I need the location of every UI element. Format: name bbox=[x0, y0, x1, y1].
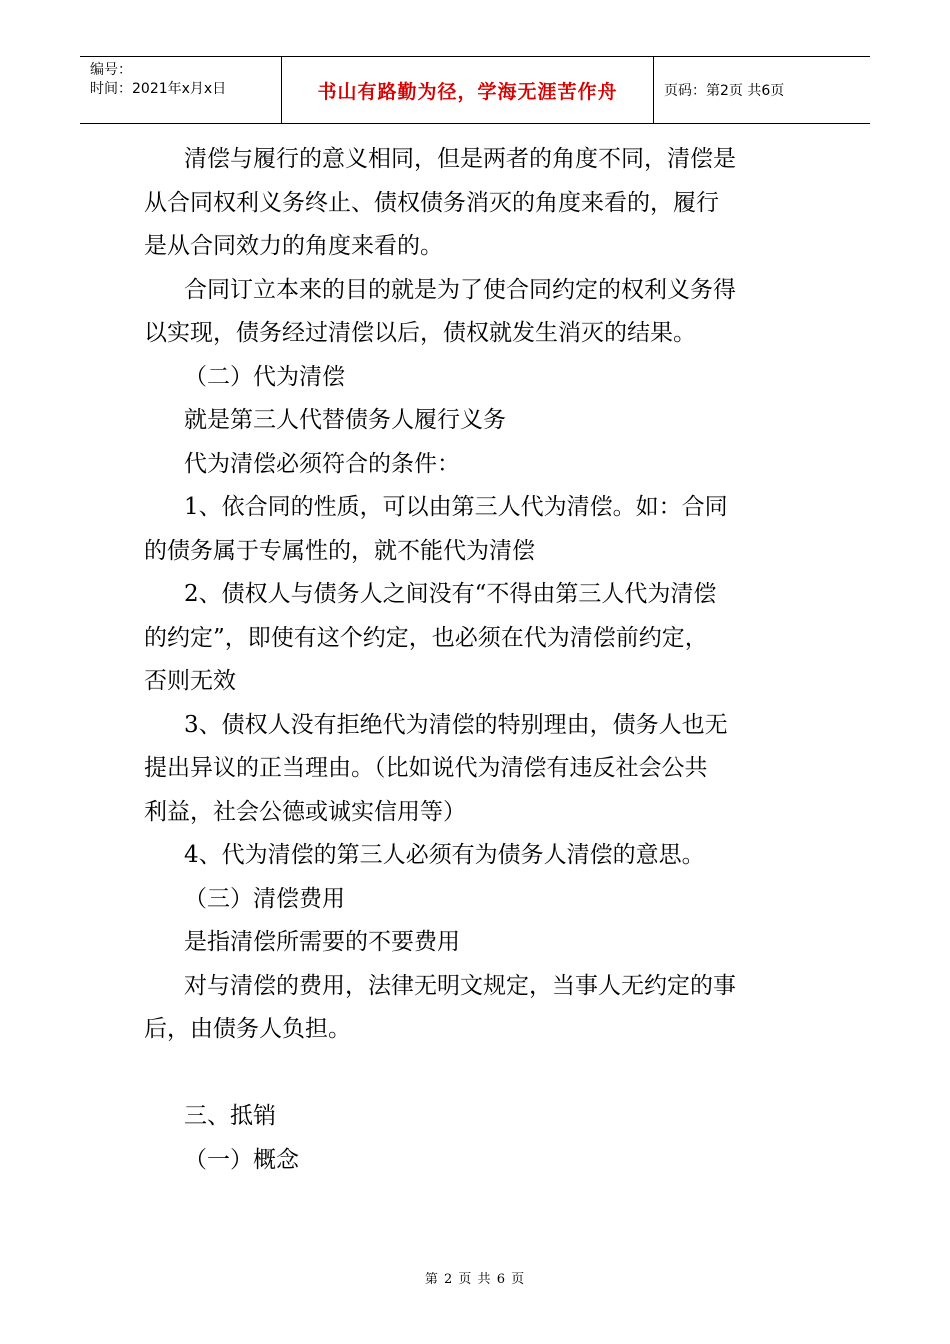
paragraph-line: 以实现，债务经过清偿以后，债权就发生消灭的结果。 bbox=[144, 320, 696, 346]
list-item-line: 1、依合同的性质，可以由第三人代为清偿。如：合同 bbox=[184, 494, 728, 520]
paragraph-line: 清偿与履行的意义相同，但是两者的角度不同，清偿是 bbox=[184, 146, 736, 172]
section-heading: （三）清偿费用 bbox=[184, 885, 345, 912]
paragraph-line: 后，由债务人负担。 bbox=[144, 1016, 351, 1042]
document-body bbox=[144, 138, 814, 1182]
page-footer: 第 2 页 共 6 页 bbox=[424, 1272, 526, 1287]
paragraph-line: 是指清偿所需要的不要费用 bbox=[184, 929, 460, 955]
header-meta bbox=[80, 57, 282, 123]
section-heading: （二）代为清偿 bbox=[184, 363, 345, 390]
header-page-label: 页码：第2页 共6页 bbox=[664, 83, 785, 99]
paragraph-line: 从合同权利义务终止、债权债务消灭的角度来看的，履行 bbox=[144, 189, 719, 216]
list-item-line: 3、债权人没有拒绝代为清偿的特别理由，债务人也无 bbox=[184, 711, 728, 738]
paragraph-line: 是从合同效力的角度来看的。 bbox=[144, 233, 443, 259]
paragraph-line: 就是第三人代替债务人履行义务 bbox=[184, 407, 506, 433]
chapter-heading: 三、抵销 bbox=[184, 1103, 276, 1129]
list-item-line: 利益，社会公德或诚实信用等） bbox=[144, 798, 466, 825]
list-item-line: 的约定”，即使有这个约定，也必须在代为清偿前约定， bbox=[144, 624, 708, 651]
document-time-label: 时间：2021年x月x日 bbox=[90, 81, 227, 97]
document-number-label: 编号： bbox=[90, 62, 132, 78]
list-item-line: 的债务属于专属性的，就不能代为清偿 bbox=[144, 537, 535, 564]
document-header bbox=[80, 56, 870, 124]
section-heading: （一）概念 bbox=[184, 1146, 299, 1173]
paragraph-line: 代为清偿必须符合的条件： bbox=[184, 450, 460, 477]
paragraph-line: 合同订立本来的目的就是为了使合同约定的权利义务得 bbox=[184, 276, 736, 303]
list-item-line: 提出异议的正当理由。（比如说代为清偿有违反社会公共 bbox=[144, 755, 708, 781]
blank-line bbox=[144, 1052, 814, 1096]
list-item-line: 2、债权人与债务人之间没有“不得由第三人代为清偿 bbox=[184, 581, 717, 607]
list-item-line: 4、代为清偿的第三人必须有为债务人清偿的意思。 bbox=[184, 842, 705, 868]
paragraph-line: 对与清偿的费用，法律无明文规定，当事人无约定的事 bbox=[184, 972, 736, 999]
list-item-line: 否则无效 bbox=[144, 668, 236, 694]
header-motto: 书山有路勤为径，学海无涯苦作舟 bbox=[282, 57, 654, 123]
